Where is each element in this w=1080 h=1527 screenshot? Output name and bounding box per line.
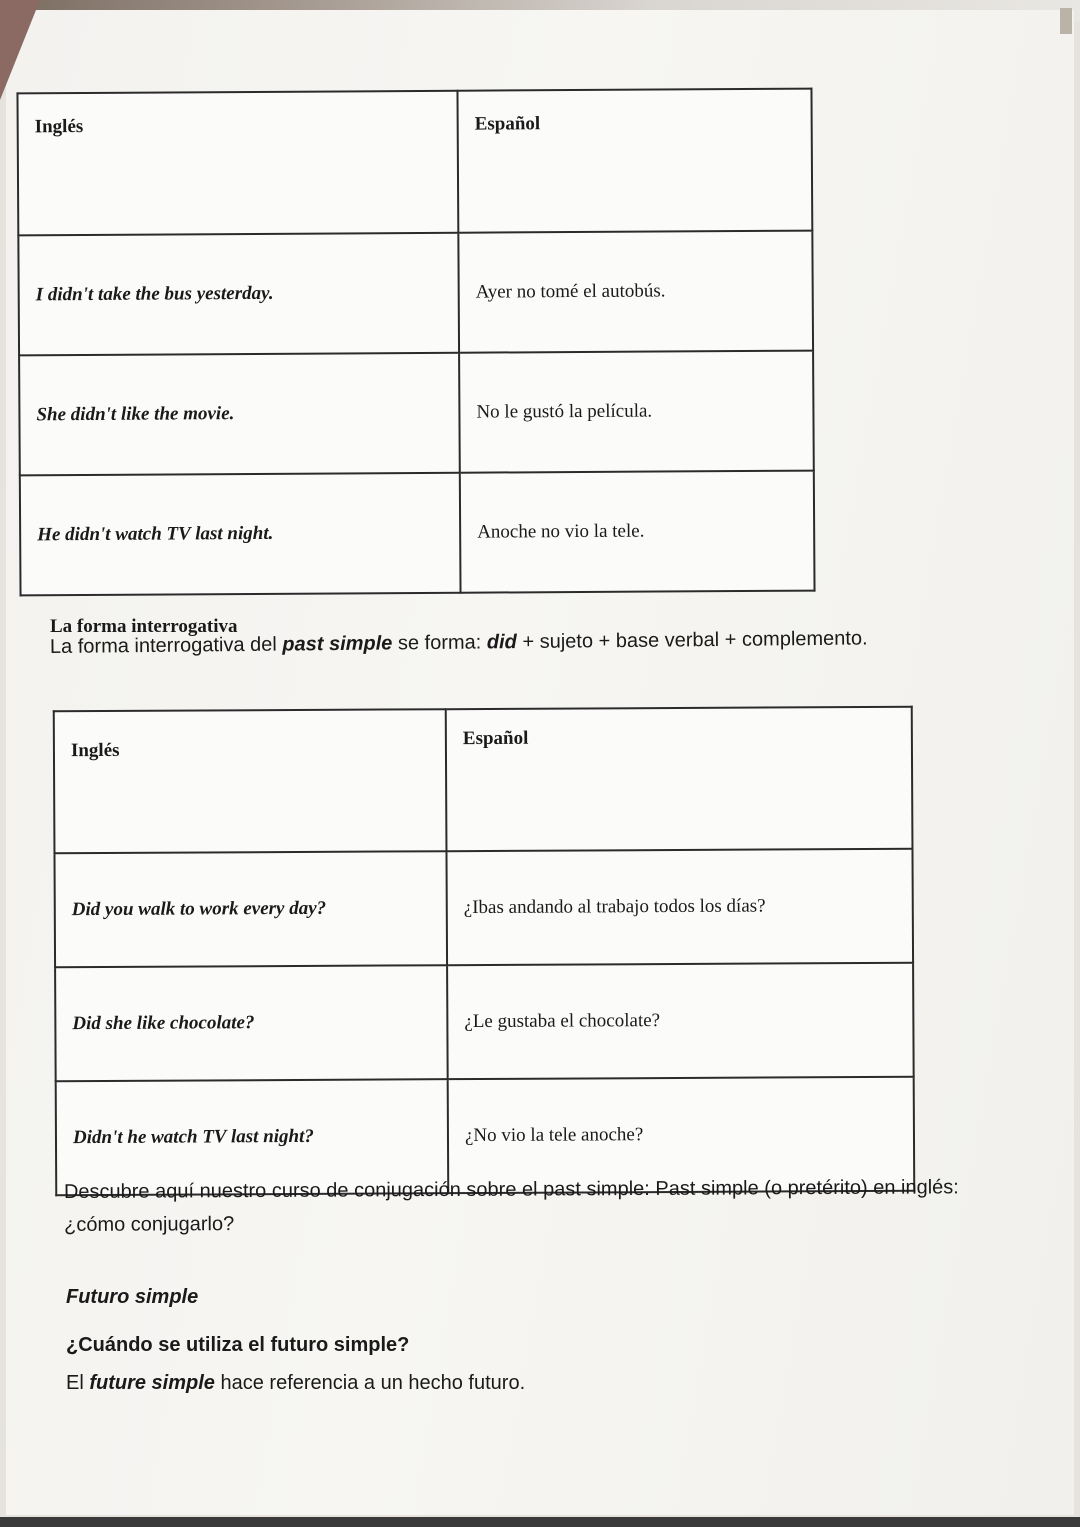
def-pre: El xyxy=(66,1372,90,1394)
table-row xyxy=(20,471,815,596)
page-corner xyxy=(0,0,40,100)
header-espanol: Español xyxy=(457,89,812,233)
english-cell: She didn't like the movie. xyxy=(19,353,460,476)
english-cell: He didn't watch TV last night. xyxy=(20,473,461,596)
spanish-cell: ¿Le gustaba el chocolate? xyxy=(447,963,914,1079)
subheading-cuando: ¿Cuándo se utiliza el futuro simple? xyxy=(66,1334,410,1356)
spanish-cell: Anoche no vio la tele. xyxy=(460,471,815,593)
table-row xyxy=(19,351,814,476)
rule-term: past simple xyxy=(282,632,393,656)
negative-examples-table xyxy=(16,88,815,597)
spanish-cell: ¿No vio la tele anoche? xyxy=(448,1077,915,1193)
english-cell: I didn't take the bus yesterday. xyxy=(18,233,459,356)
spanish-cell: ¿Ibas andando al trabajo todos los días? xyxy=(446,849,913,965)
spanish-cell: No le gustó la película. xyxy=(459,351,814,473)
rule-did: did xyxy=(486,631,517,654)
header-ingles: Inglés xyxy=(54,709,447,853)
table-row xyxy=(18,231,813,356)
course-link-paragraph: Descubre aquí nuestro curso de conjugación sobre el past simple: Past simple (o pretérito) en inglés: ¿cómo conjugarlo? xyxy=(63,1176,959,1236)
table-header-row xyxy=(54,707,913,853)
future-definition xyxy=(66,1372,525,1395)
english-cell: Did you walk to work every day? xyxy=(54,851,447,967)
question-examples-table xyxy=(53,706,916,1196)
section-heading-interrogativa: La forma interrogativa xyxy=(50,616,238,637)
table-row xyxy=(54,849,913,967)
rule-rest: + sujeto + base verbal + complemento. xyxy=(516,627,868,654)
rule-intro: La forma interrogativa del xyxy=(49,633,283,658)
spanish-cell: Ayer no tomé el autobús. xyxy=(458,231,813,353)
page-tab xyxy=(1060,8,1072,34)
section-heading-futuro: Futuro simple xyxy=(66,1286,199,1308)
def-post: hace referencia a un hecho futuro. xyxy=(214,1372,526,1394)
header-ingles: Inglés xyxy=(17,91,458,236)
page-bottom-edge xyxy=(0,1517,1080,1527)
table-header-row xyxy=(17,89,812,236)
def-term: future simple xyxy=(89,1372,215,1394)
english-cell: Did she like chocolate? xyxy=(55,965,448,1081)
english-cell: Didn't he watch TV last night? xyxy=(56,1079,449,1195)
table-row xyxy=(55,963,914,1081)
rule-mid: se forma: xyxy=(392,631,487,655)
header-espanol: Español xyxy=(446,707,913,851)
